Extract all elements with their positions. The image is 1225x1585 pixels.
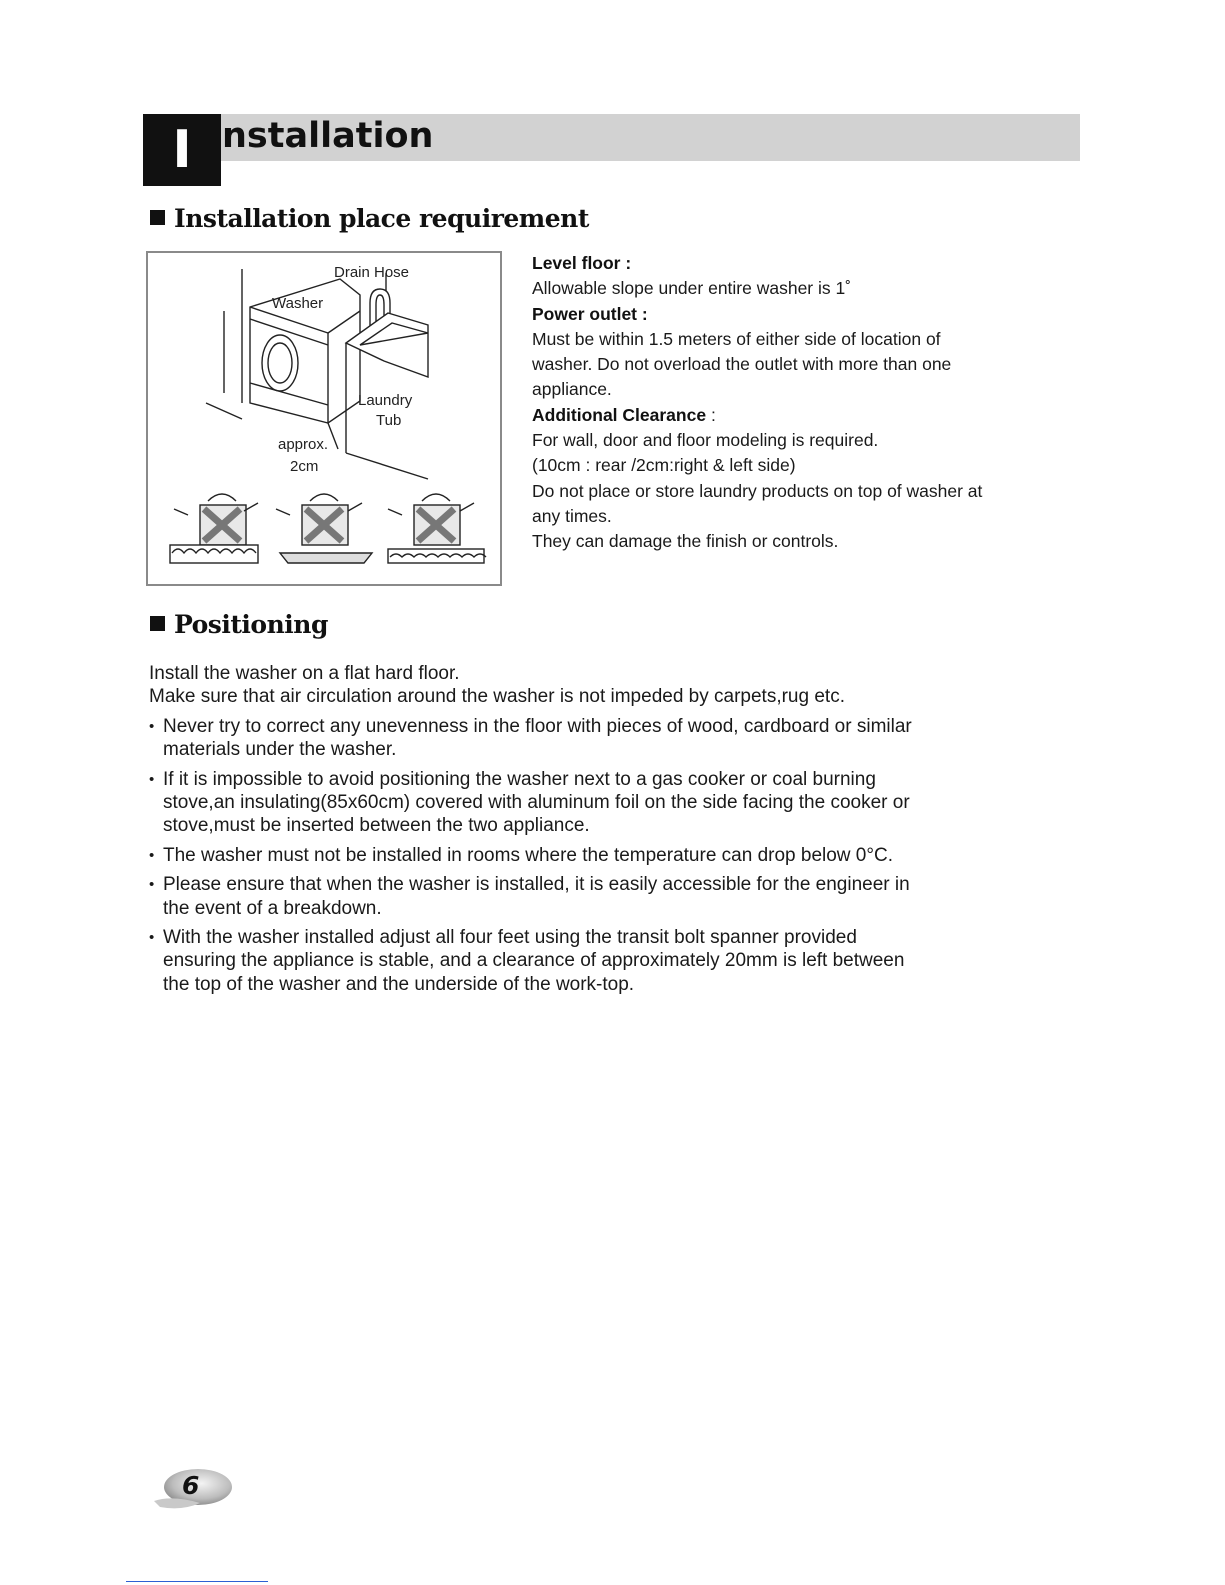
intro-line: Make sure that air circulation around the washer is not impeded by carpets,rug etc. [149, 686, 845, 708]
bad-placement-2 [276, 494, 372, 563]
square-bullet-icon [150, 616, 165, 631]
level-floor-text: Allowable slope under entire washer is 1˚ [532, 278, 852, 299]
section-heading-text: Installation place requirement [174, 204, 589, 233]
approx-leader [328, 423, 338, 449]
clearance-line: (10cm : rear /2cm:right & left side) [532, 455, 796, 476]
bad-placement-3 [388, 494, 486, 563]
bullet-line: stove,an insulating(85x60cm) covered with aluminum foil on the side facing the cooker or [163, 792, 910, 814]
bullet-item [149, 715, 1069, 762]
clearance-line: Do not place or store laundry products on top of washer at [532, 480, 983, 501]
page-title: nstallation [222, 116, 434, 156]
bullet-line: • Please ensure that when the washer is installed, it is easily accessible for the engineer in [163, 874, 910, 896]
bullet-item [149, 873, 1069, 920]
installation-requirements [532, 251, 1072, 555]
label-washer: Washer [272, 295, 324, 312]
page-number: 6 [182, 1471, 200, 1500]
bullet-item [149, 844, 1069, 867]
title-initial: I [143, 114, 221, 186]
power-outlet-line: appliance. [532, 379, 612, 400]
clearance-label: Additional Clearance [532, 404, 707, 425]
clearance-line: They can damage the finish or controls. [532, 531, 839, 552]
label-approx: approx. [278, 436, 329, 453]
power-outlet-line: Must be within 1.5 meters of either side of location of [532, 328, 941, 349]
bullet-line: stove,must be inserted between the two appliance. [163, 815, 590, 837]
bad-placement-1 [170, 494, 258, 563]
label-laundry: Laundry [358, 392, 413, 409]
label-tub: Tub [376, 412, 402, 429]
bullet-line: • The washer must not be installed in rooms where the temperature can drop below 0°C. [163, 844, 893, 866]
bullet-item [149, 768, 1069, 838]
bullet-line: the top of the washer and the underside of the work-top. [163, 973, 635, 995]
section-heading-positioning [150, 610, 328, 640]
label-approx-value: 2cm [290, 458, 319, 475]
power-outlet-line: washer. Do not overload the outlet with more than one [532, 354, 952, 375]
square-bullet-icon [150, 210, 165, 225]
clearance-line: any times. [532, 505, 612, 526]
bullet-line: • With the washer installed adjust all four feet using the transit bolt spanner provided [163, 927, 857, 949]
floor-line-right [346, 453, 428, 479]
section-heading-text: Positioning [174, 610, 328, 639]
level-floor-label: Level floor : [532, 253, 632, 273]
installation-illustration [146, 251, 502, 586]
bullet-item [149, 926, 1069, 996]
bullet-line: the event of a breakdown. [163, 897, 382, 919]
bullet-line: ensuring the appliance is stable, and a clearance of approximately 20mm is left between [163, 950, 905, 972]
positioning-text [149, 662, 1069, 996]
section-heading-installation [150, 204, 589, 234]
power-outlet-label: Power outlet : [532, 303, 648, 324]
label-drain-hose: Drain Hose [334, 264, 410, 281]
bullet-line: materials under the washer. [163, 739, 397, 761]
clearance-heading [532, 403, 1072, 428]
clearance-colon: : [706, 404, 716, 425]
washer-diagram [148, 253, 500, 584]
clearance-line: For wall, door and floor modeling is required. [532, 430, 879, 451]
bullet-line: • Never try to correct any unevenness in the floor with pieces of wood, cardboard or similar [163, 715, 912, 737]
intro-line: Install the washer on a flat hard floor. [149, 663, 460, 684]
page-number-badge [152, 1467, 236, 1513]
bottom-rule [126, 1581, 268, 1582]
bullet-line: • If it is impossible to avoid positioning the washer next to a gas cooker or coal burning [163, 768, 876, 790]
floor-line-left [206, 403, 242, 419]
